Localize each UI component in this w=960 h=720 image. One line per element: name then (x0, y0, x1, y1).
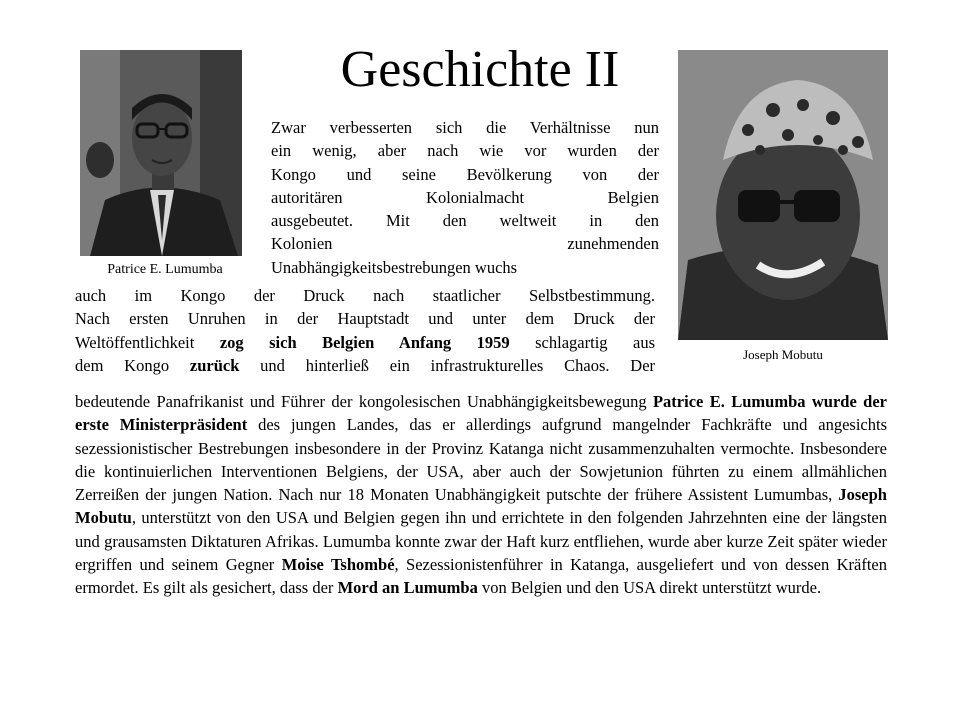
text-run: dem Kongo (75, 355, 170, 375)
bold-text: Joseph Mobutu (75, 485, 887, 528)
paragraph-middle (75, 284, 655, 377)
text-line: Zwar verbesserten sich die Verhältnisse nun (271, 118, 659, 137)
bold-text: Moise Tshombé (281, 555, 395, 575)
text-line: ausgebeutet. Mit den weltweit in den (271, 211, 659, 231)
paragraph-main (75, 390, 887, 600)
text-run: , unterstützt von den USA und Belgien gegen ihn und errichtete in den folgenden Jahrzehnten eine der längsten und grausamsten Diktaturen Afrikas. Lumumba konnte zwar der Haft kurz entfliehen, wurde aber kurze Zeit später wieder ergriffen und seinem Gegner (75, 508, 887, 575)
text-line: ein wenig, aber nach wie vor wurden der (271, 141, 659, 161)
text-line: autoritären Kolonialmacht Belgien (271, 187, 659, 207)
page-title: Geschichte II (340, 41, 620, 98)
mobutu-photo (678, 50, 888, 340)
bold-text: zurück (189, 355, 240, 375)
text-line: auch im Kongo der Druck nach staatlicher Selbstbestimmung. (75, 286, 655, 305)
lumumba-photo (80, 50, 242, 256)
bold-text: Patrice E. Lumumba wurde der erste Ministerpräsident (75, 392, 887, 435)
bold-text: zog sich Belgien Anfang 1959 (219, 332, 510, 352)
text-run: des jungen Landes, das er allerdings aufgrund mangelnder Fachkräfte und angesichts sezessionistischer Bestrebungen insbesondere in der Provinz Katanga nicht zusammenzuhalten vermochte. Insbesondere die kontinuierlichen Interventionen Belgiens, der USA, aber auch der Sowjetunion führten zu einem allmählichen Zerreißen der jungen Nation. Nach nur 18 Monaten Unabhängigkeit putschte der frühere Assistent Lumumbas, (75, 415, 887, 505)
text-run: , Sezessionistenführer in Katanga, ausgeliefert und von dessen Kräften ermordet. Es gilt als gesichert, dass der (75, 555, 888, 598)
paragraph-intro (271, 116, 659, 279)
text-line (75, 354, 655, 377)
text-line: Kongo und seine Bevölkerung von der (271, 164, 659, 184)
text-line: Nach ersten Unruhen in der Hauptstadt und unter dem Druck der (75, 309, 655, 329)
text-line (75, 331, 655, 354)
text-run: und hinterließ ein infrastrukturelles Chaos. Der (260, 355, 656, 375)
mobutu-caption: Joseph Mobutu (743, 347, 823, 362)
text-run: schlagartig aus (535, 332, 656, 352)
lumumba-caption: Patrice E. Lumumba (107, 262, 223, 277)
text-line: Unabhängigkeitsbestrebungen wuchs (271, 257, 518, 277)
text-run: bedeutende Panafrikanist und Führer der kongolesischen Unabhängigkeitsbewegung (75, 392, 647, 411)
text-run: von Belgien und den USA direkt unterstützt wurde. (481, 578, 822, 598)
text-run: Weltöffentlichkeit (75, 332, 195, 352)
text-line: Kolonien zunehmenden (271, 234, 659, 254)
bold-text: Mord an Lumumba (337, 578, 478, 598)
